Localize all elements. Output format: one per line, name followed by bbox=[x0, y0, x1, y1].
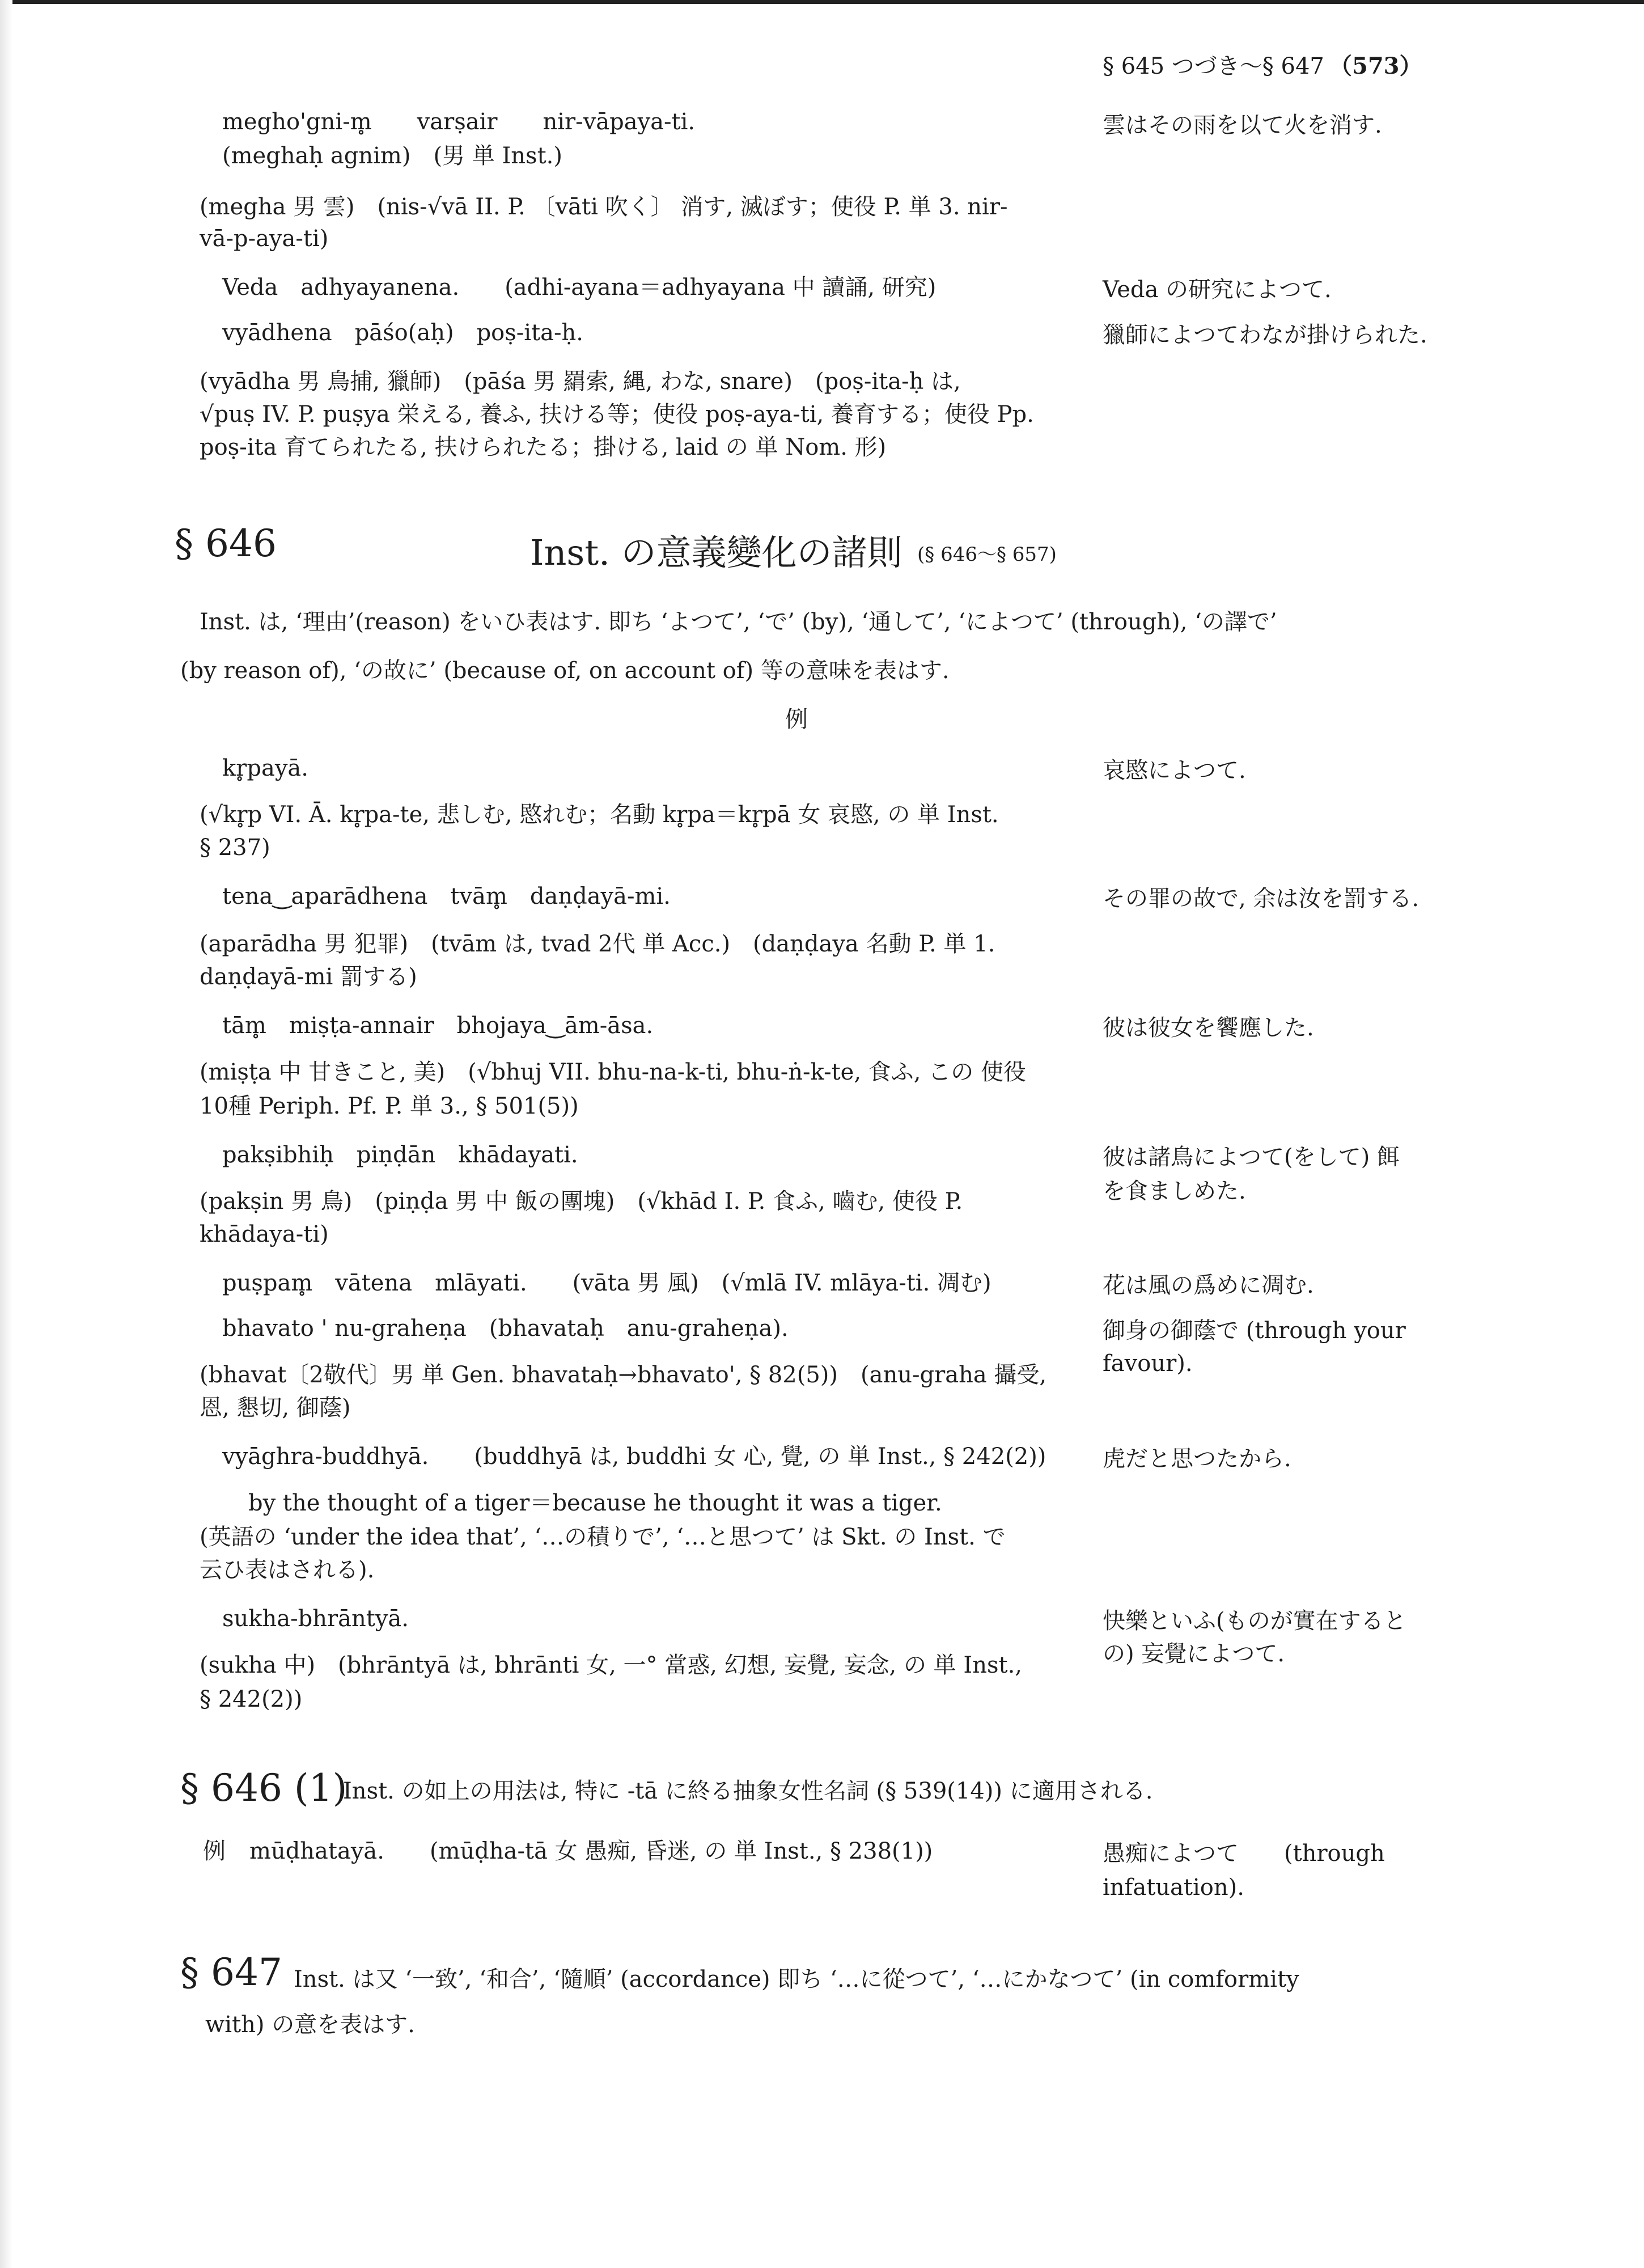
english-gloss: by the thought of a tiger＝because he thought it was a tiger. bbox=[248, 1490, 942, 1516]
header-section-range: § 645 つづき～§ 647 bbox=[1103, 53, 1324, 79]
example-translation: 虎だと思つたから. bbox=[1103, 1446, 1291, 1472]
grammar-note: (miṣṭa 中 甘きこと, 美) (√bhuj VII. bhu-na-k-ti, bhu-ṅ-k-te, 食ふ, この 使役 bbox=[200, 1059, 1026, 1085]
page-number: （573） bbox=[1329, 53, 1422, 79]
example-translation: 快樂といふ(ものが實在すると bbox=[1103, 1608, 1406, 1634]
section-title: Inst. の意義變化の諸則 bbox=[530, 532, 902, 573]
example-translation: 獵師によつてわなが掛けられた. bbox=[1103, 322, 1427, 348]
grammar-note: (megha 男 雲) (nis-√vā II. P. 〔vāti 吹く〕 消す, 滅ぼす；使役 P. 単 3. nir- bbox=[200, 194, 1008, 220]
grammar-note: 云ひ表はされる). bbox=[200, 1557, 375, 1583]
grammar-note: (sukha 中) (bhrāntyā は, bhrānti 女, 一° 當惑, 幻想, 妄覺, 妄念, の 単 Inst., bbox=[200, 1652, 1022, 1678]
grammar-note: vā-p-aya-ti) bbox=[200, 226, 329, 252]
example-translation: 哀愍によつて. bbox=[1103, 758, 1246, 784]
grammar-note: (√kr̥p VI. Ā. kr̥pa-te, 悲しむ, 愍れむ；名動 kr̥pa＝kr̥pā 女 哀愍, の 単 Inst. bbox=[200, 802, 999, 828]
example-label: 例 bbox=[203, 1838, 226, 1864]
example-translation: 雲はその雨を以て火を消す. bbox=[1103, 112, 1382, 138]
grammar-note: 恩, 懇切, 御蔭) bbox=[200, 1395, 351, 1421]
example-sanskrit: vyāghra-buddhyā. (buddhyā は, buddhi 女 心, 覺, の 単 Inst., § 242(2)) bbox=[222, 1444, 1046, 1470]
example-translation: その罪の故で, 余は汝を罰する. bbox=[1103, 886, 1420, 912]
example-analysis: (meghaḥ agnim) (男 単 Inst.) bbox=[222, 143, 562, 169]
example-translation: 彼は彼女を饗應した. bbox=[1103, 1015, 1314, 1041]
example-translation: infatuation). bbox=[1103, 1875, 1244, 1901]
example-sanskrit: tena‿aparādhena tvām̥ daṇḍayā-mi. bbox=[222, 883, 671, 909]
top-border bbox=[0, 0, 1644, 4]
grammar-note: √puṣ IV. P. puṣya 栄える, 養ふ, 扶ける等；使役 poṣ-aya-ti, 養育する；使役 Pp. bbox=[200, 401, 1034, 428]
section-intro: Inst. は, ‘理由’(reason) をいひ表はす. 即ち ‘よつて’, ‘で’ (by), ‘通して’, ‘によつて’ (through), ‘の譯で’ bbox=[200, 609, 1277, 635]
grammar-note: (英語の ‘under the idea that’, ‘…の積りで’, ‘…と思つて’ は Skt. の Inst. で bbox=[200, 1524, 1006, 1550]
example-translation: 花は風の爲めに凋む. bbox=[1103, 1272, 1314, 1298]
section-text: with) の意を表はす. bbox=[205, 2012, 415, 2038]
example-translation: の) 妄覺によつて. bbox=[1103, 1641, 1285, 1667]
example-translation: favour). bbox=[1103, 1351, 1193, 1377]
example-sanskrit: kr̥payā. bbox=[222, 755, 308, 781]
grammar-note: daṇḍayā-mi 罰する) bbox=[200, 964, 417, 990]
grammar-note: § 237) bbox=[200, 835, 270, 861]
section-text: Inst. は又 ‘一致’, ‘和合’, ‘隨順’ (accordance) 即ち ‘…に從つて’, ‘…にかなつて’ (in comformity bbox=[294, 1966, 1299, 1992]
grammar-note: poṣ-ita 育てられたる, 扶けられたる；掛ける, laid の 単 Nom. 形) bbox=[200, 434, 887, 460]
scan-edge-shadow bbox=[0, 0, 12, 2268]
example-sanskrit: mūḍhatayā. (mūḍha-tā 女 愚痴, 昏迷, の 単 Inst., § 238(1)) bbox=[249, 1838, 933, 1864]
grammar-note: (bhavat〔2敬代〕男 単 Gen. bhavataḥ→bhavato', § 82(5)) (anu-graha 攝受, bbox=[200, 1362, 1047, 1388]
section-range: (§ 646～§ 657) bbox=[917, 543, 1057, 566]
example-translation: 愚痴によつて (through bbox=[1103, 1840, 1385, 1867]
section-number: § 646 (1) bbox=[180, 1766, 348, 1810]
example-sanskrit: megho'gni-m̥ varṣair nir-vāpaya-ti. bbox=[222, 109, 696, 135]
example-sanskrit: puṣpam̥ vātena mlāyati. (vāta 男 風) (√mlā IV. mlāya-ti. 凋む) bbox=[222, 1270, 992, 1296]
example-translation: 彼は諸鳥によつて(をして) 餌 bbox=[1103, 1144, 1400, 1170]
grammar-note: khādaya-ti) bbox=[200, 1221, 329, 1247]
example-translation: を食ましめた. bbox=[1103, 1178, 1246, 1204]
grammar-note: (vyādha 男 鳥捕, 獵師) (pāśa 男 羂索, 縄, わな, snare) (poṣ-ita-ḥ は, bbox=[200, 369, 961, 395]
example-translation: 御身の御蔭で (through your bbox=[1103, 1318, 1406, 1344]
grammar-note: (pakṣin 男 鳥) (piṇḍa 男 中 飯の團塊) (√khād I. P. 食ふ, 嚙む, 使役 P. bbox=[200, 1188, 963, 1215]
section-number: § 646 bbox=[175, 522, 277, 565]
example-sanskrit: bhavato ' nu-graheṇa (bhavataḥ anu-graheṇa). bbox=[222, 1315, 789, 1342]
example-translation: Veda の研究によつて. bbox=[1103, 277, 1332, 303]
example-sanskrit: tām̥ miṣṭa-annair bhojaya‿ām-āsa. bbox=[222, 1013, 654, 1039]
section-intro: (by reason of), ‘の故に’ (because of, on account of) 等の意味を表はす. bbox=[180, 658, 950, 684]
example-sanskrit: vyādhena pāśo(aḥ) poṣ-ita-ḥ. bbox=[222, 320, 584, 346]
section-text: Inst. の如上の用法は, 特に -tā に終る抽象女性名詞 (§ 539(14)) に適用される. bbox=[343, 1778, 1153, 1804]
grammar-note: (aparādha 男 犯罪) (tvām は, tvad 2代 単 Acc.) (daṇḍaya 名動 P. 単 1. bbox=[200, 931, 995, 957]
example-heading: 例 bbox=[785, 706, 808, 733]
grammar-note: 10種 Periph. Pf. P. 単 3., § 501(5)) bbox=[200, 1093, 579, 1119]
section-number: § 647 bbox=[180, 1950, 282, 1994]
example-sanskrit: Veda adhyayanena. (adhi-ayana＝adhyayana 中 讀誦, 研究) bbox=[222, 274, 937, 301]
example-sanskrit: sukha-bhrāntyā. bbox=[222, 1606, 409, 1632]
grammar-note: § 242(2)) bbox=[200, 1686, 303, 1712]
example-sanskrit: pakṣibhiḥ piṇḍān khādayati. bbox=[222, 1142, 578, 1168]
